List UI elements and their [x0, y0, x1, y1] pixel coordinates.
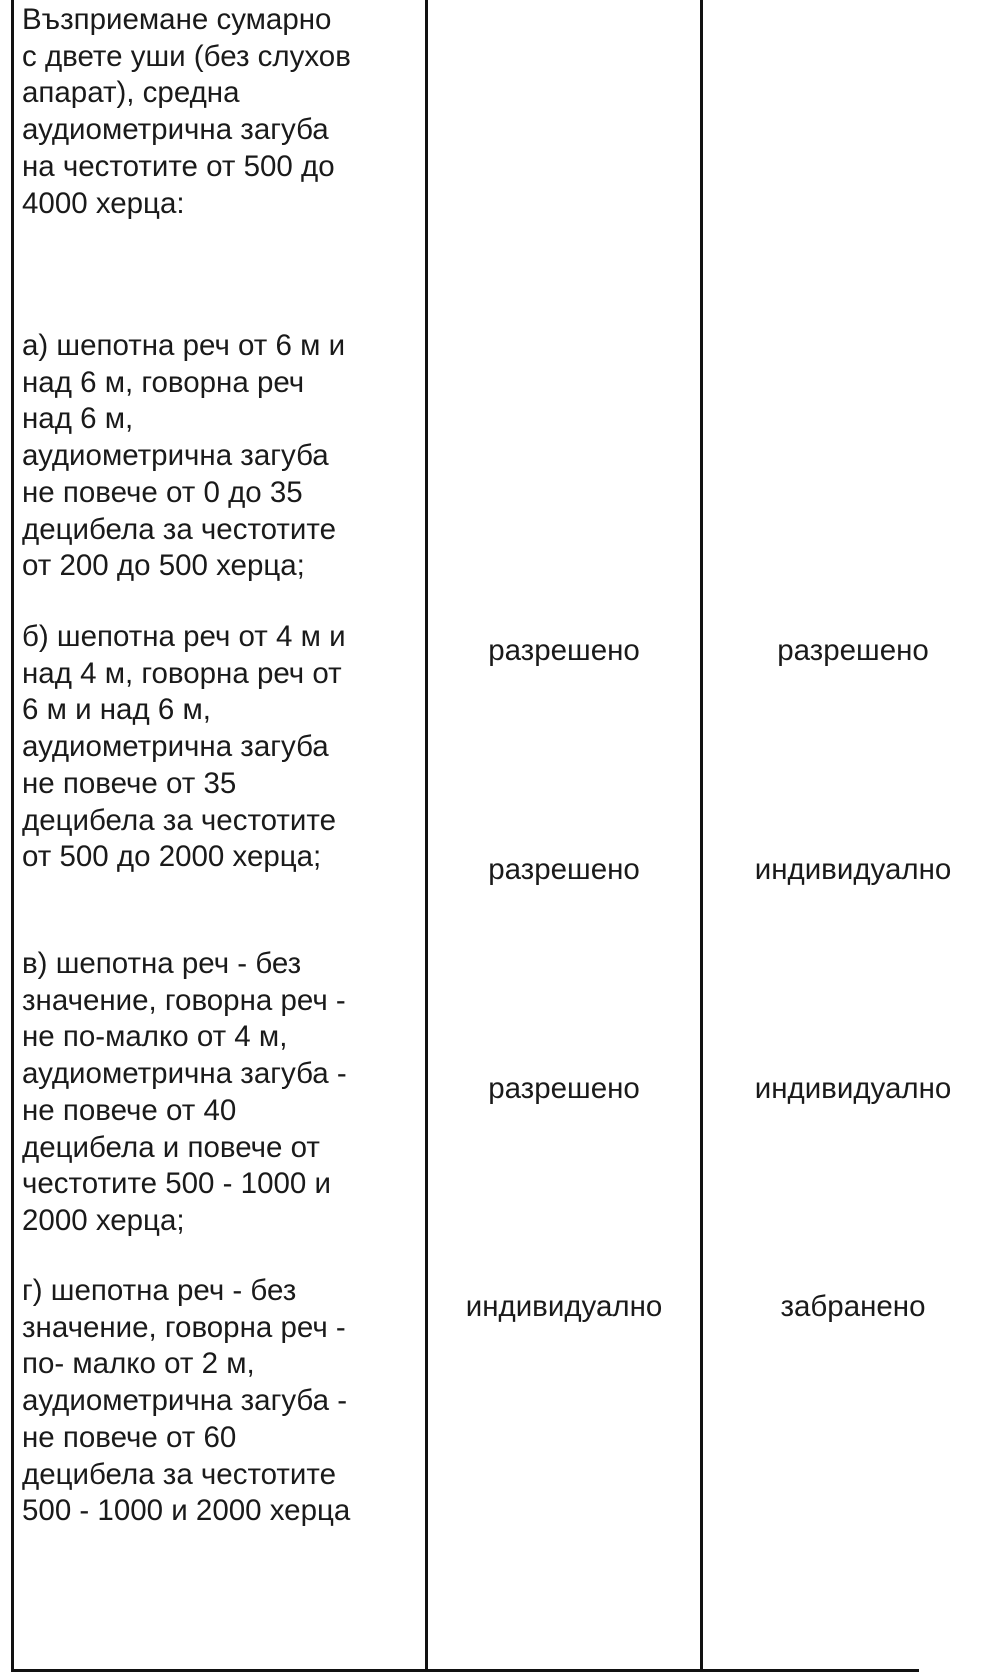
criteria-a: а) шепотна реч от 6 м и над 6 м, говорна реч над 6 м, аудиометрична загуба не повече от 0 до 35 децибела за честотите от 200 до 500 херца;	[22, 329, 346, 583]
column-divider-1	[425, 0, 428, 1672]
table-border-left	[11, 0, 14, 1672]
criteria-v: в) шепотна реч - без значение, говорна реч - не по-малко от 4 м, аудиометрична загуба - не повече от 40 децибела и повече от честотите 500 - 1000 и 2000 херца;	[22, 947, 347, 1237]
criteria-b: б) шепотна реч от 4 м и над 4 м, говорна реч от 6 м и над 6 м, аудиометрична загуба не повече от 35 децибела за честотите от 500 до 2000 херца;	[22, 620, 346, 874]
row-2-col-2: разрешено	[488, 853, 640, 886]
row-4-col-3: забранено	[780, 1290, 926, 1323]
column-divider-2	[700, 0, 703, 1672]
row-3-col-3: индивидуално	[754, 1072, 952, 1105]
row-4-col-2: индивидуално	[465, 1290, 663, 1323]
row-3-col-2: разрешено	[488, 1072, 640, 1105]
criteria-g: г) шепотна реч - без значение, говорна реч - по- малко от 2 м, aудиометрична загуба - не повече от 60 децибела за честотите 500 - 1000 и 2000 херца	[22, 1274, 351, 1528]
row-2-col-3: индивидуално	[754, 853, 952, 886]
row-1-col-3: разрешено	[777, 634, 929, 667]
criteria-intro: Възприемане сумарно с двете уши (без слухов апарат), средна аудиометрична загуба на честотите от 500 до 4000 херца:	[22, 3, 351, 220]
criteria-column	[22, 2, 422, 222]
row-1-col-2: разрешено	[488, 634, 640, 667]
